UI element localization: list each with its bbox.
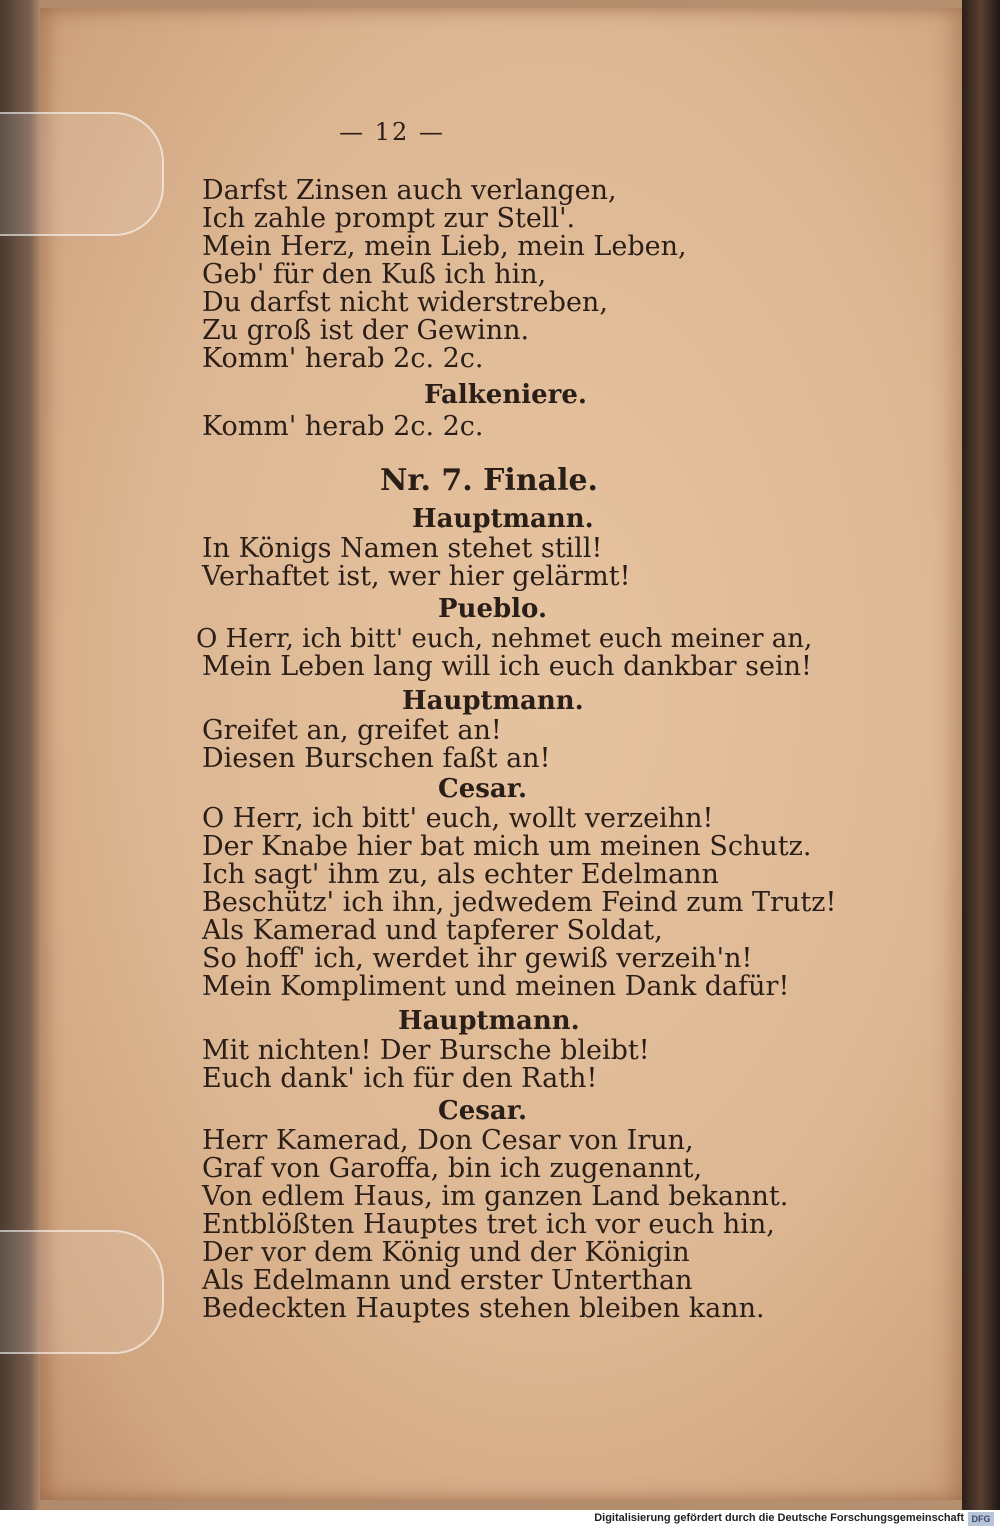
paper-clip-bottom [0,1230,164,1354]
verse-line: Von edlem Haus, im ganzen Land bekannt. [202,1181,789,1212]
verse-line: In Königs Namen stehet still! [202,533,603,564]
verse-line: Mein Leben lang will ich euch dankbar sein! [202,651,812,682]
paper-clip-top [0,112,164,236]
verse-line: O Herr, ich bitt' euch, wollt verzeihn! [202,803,714,834]
verse-line: Du darfst nicht widerstreben, [202,287,608,318]
verse-line: Euch dank' ich für den Rath! [202,1063,598,1094]
verse-line: Darfst Zinsen auch verlangen, [202,175,617,206]
speaker-name: Cesar. [438,1096,528,1126]
verse-line: Bedeckten Hauptes stehen bleiben kann. [202,1293,765,1324]
verse-line: Als Kamerad und tapferer Soldat, [202,915,663,946]
verse-line: Mein Herz, mein Lieb, mein Leben, [202,231,687,262]
verse-line: Komm' herab 2c. 2c. [202,411,484,442]
verse-line: Beschütz' ich ihn, jedwedem Feind zum Trutz! [202,887,837,918]
speaker-name: Hauptmann. [402,686,584,716]
verse-line: Ich sagt' ihm zu, als echter Edelmann [202,859,719,890]
verse-line: So hoff' ich, werdet ihr gewiß verzeih'n! [202,943,753,974]
verse-line: Verhaftet ist, wer hier gelärmt! [202,561,631,592]
dfg-logo-icon: DFG [968,1512,994,1526]
speaker-name: Hauptmann. [398,1006,580,1036]
book-gutter [962,0,1000,1510]
verse-line: O Herr, ich bitt' euch, nehmet euch meiner an, [196,624,813,654]
verse-line: Zu groß ist der Gewinn. [202,315,530,346]
verse-line: Mit nichten! Der Bursche bleibt! [202,1035,650,1066]
page-number: — 12 — [339,118,445,146]
footer-bar [0,1510,1000,1529]
speaker-name: Pueblo. [438,594,547,624]
verse-line: Herr Kamerad, Don Cesar von Irun, [202,1125,694,1156]
verse-line: Ich zahle prompt zur Stell'. [202,203,576,234]
verse-line: Mein Kompliment und meinen Dank dafür! [202,971,790,1002]
verse-line: Entblößten Hauptes tret ich vor euch hin, [202,1209,775,1240]
verse-line: Geb' für den Kuß ich hin, [202,259,547,290]
speaker-name: Hauptmann. [412,504,594,534]
verse-line: Als Edelmann und erster Unterthan [202,1265,693,1296]
verse-line: Der vor dem König und der Königin [202,1237,690,1268]
verse-line: Graf von Garoffa, bin ich zugenannt, [202,1153,703,1184]
section-title: Nr. 7. Finale. [380,463,598,498]
verse-line: Greifet an, greifet an! [202,715,502,746]
funding-notice: Digitalisierung gefördert durch die Deutsche Forschungsgemeinschaft [594,1512,964,1524]
speaker-name: Cesar. [438,774,528,804]
verse-line: Der Knabe hier bat mich um meinen Schutz. [202,831,812,862]
verse-line: Diesen Burschen faßt an! [202,743,551,774]
speaker-name: Falkeniere. [424,380,587,410]
verse-line: Komm' herab 2c. 2c. [202,343,484,374]
